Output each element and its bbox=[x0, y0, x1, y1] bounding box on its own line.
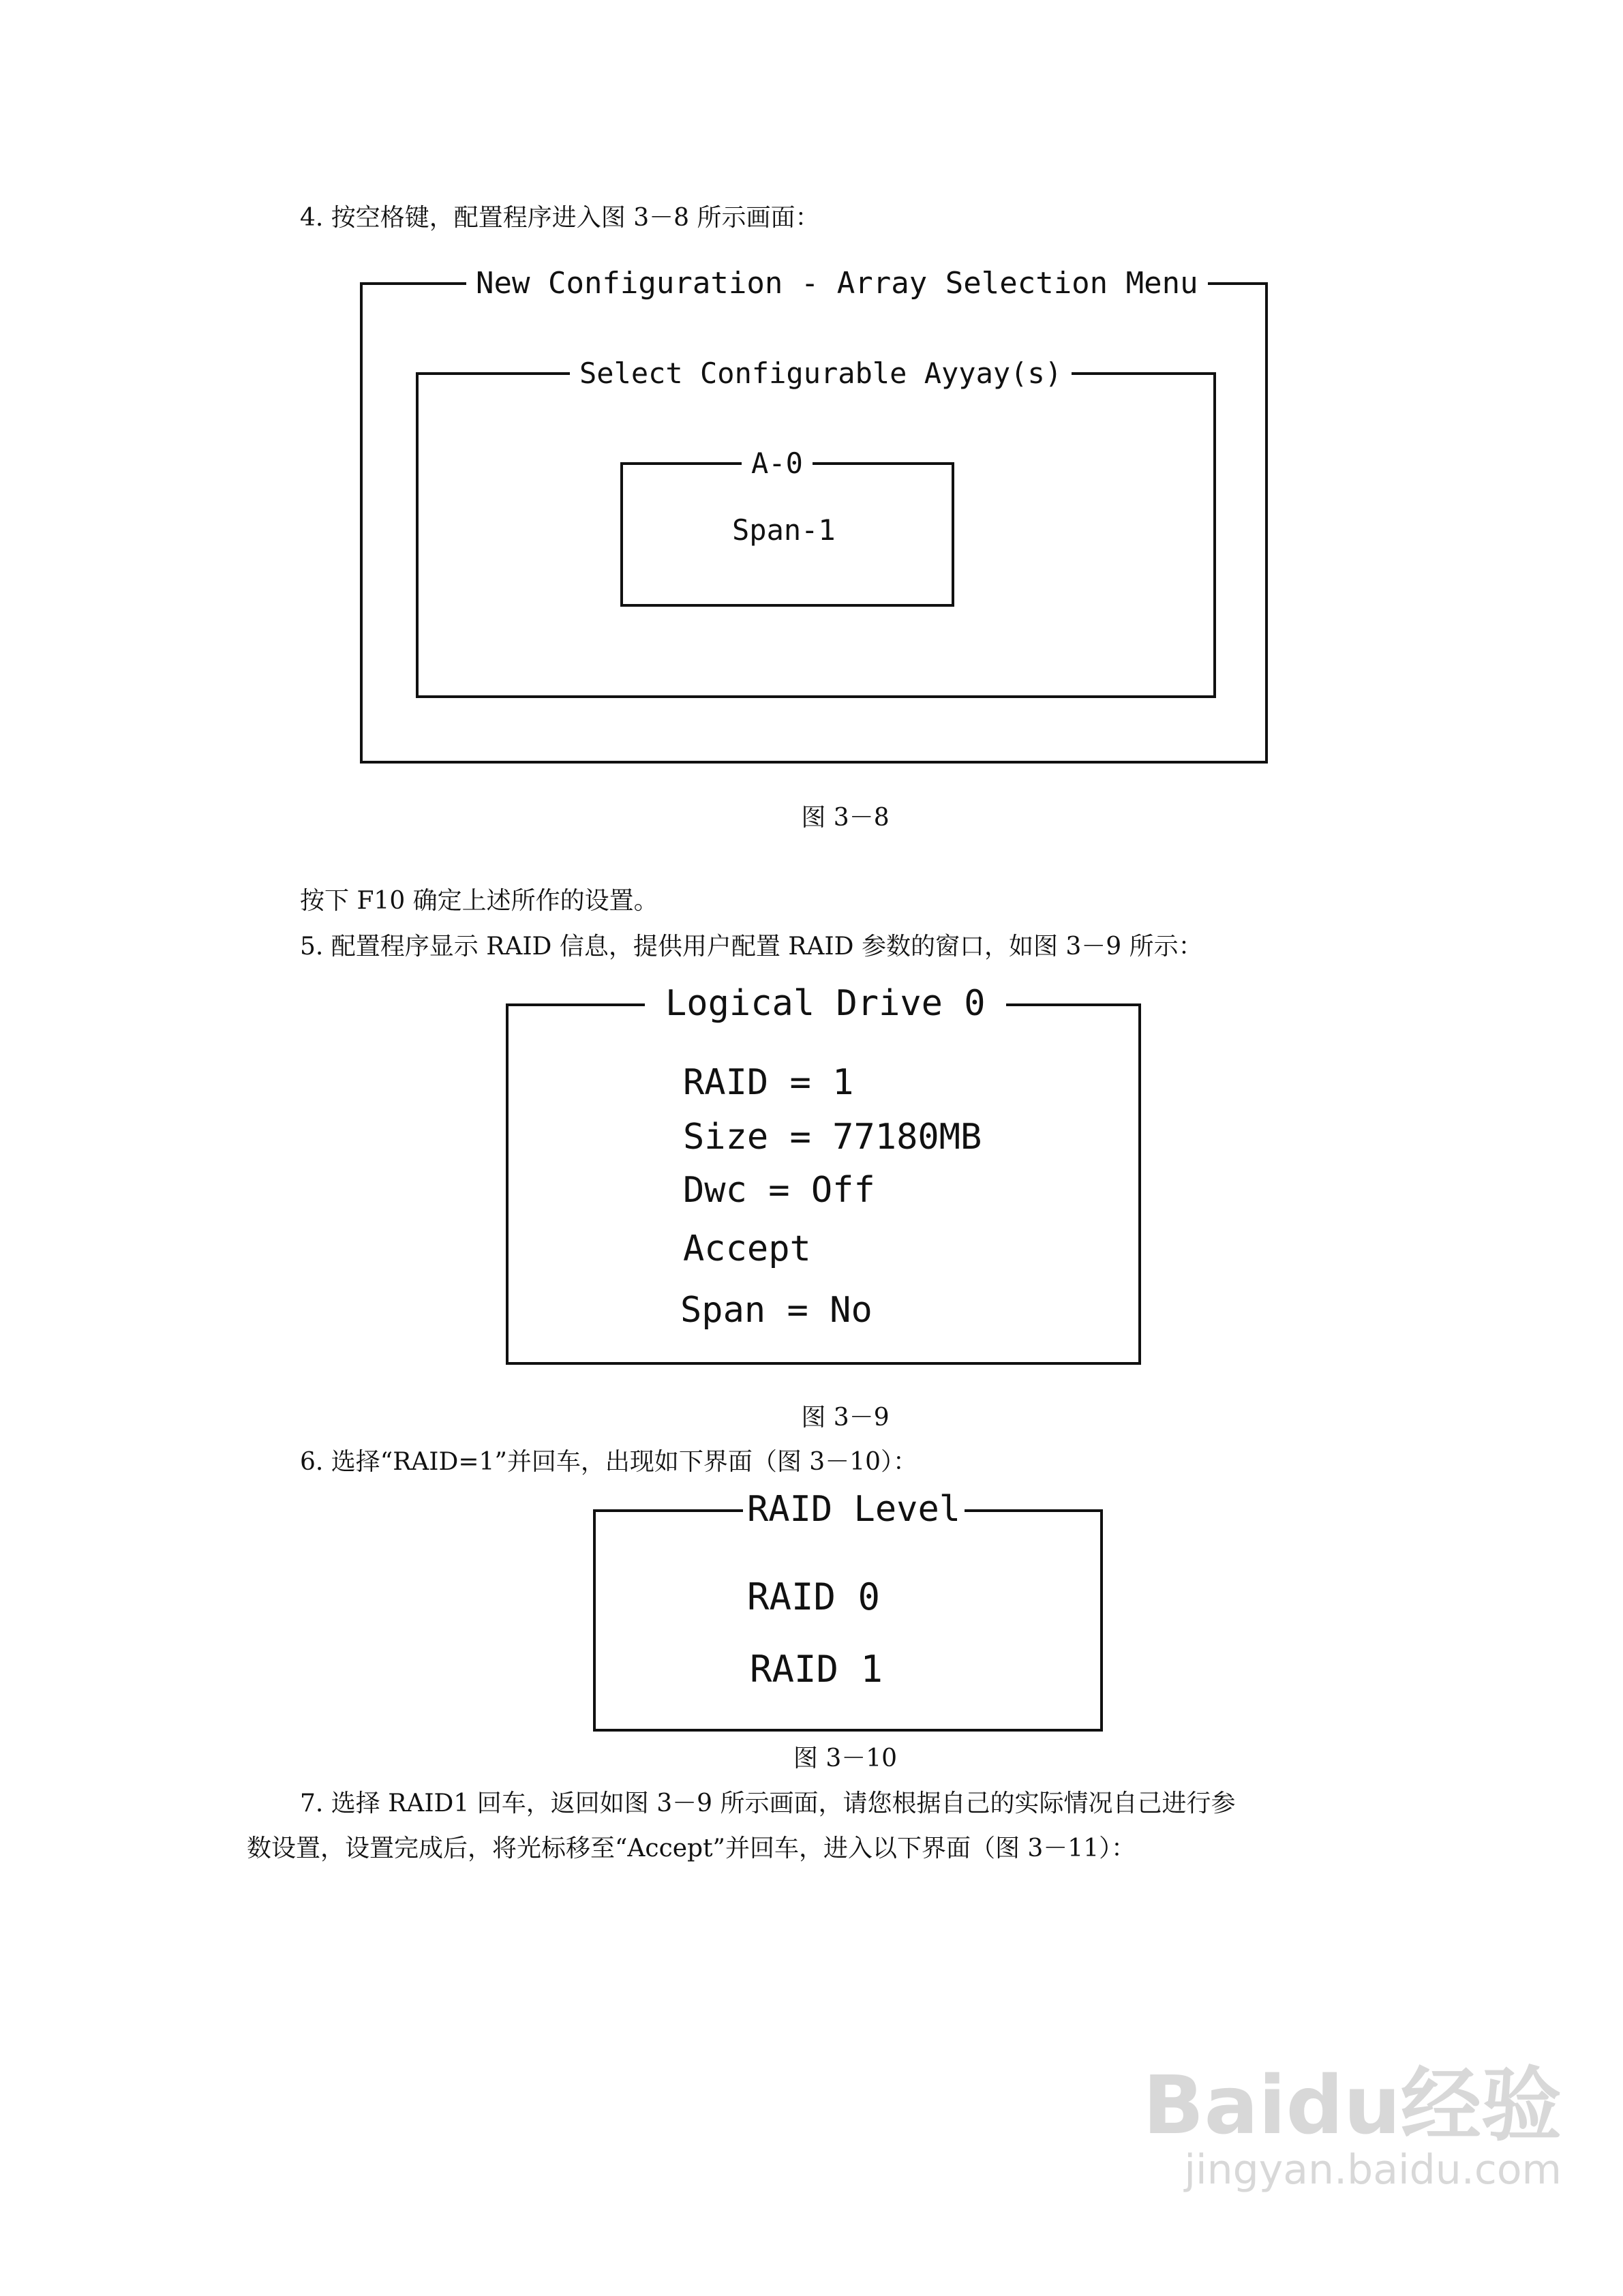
array-a0-label: A-0 bbox=[742, 444, 813, 483]
step-4-text: 4. 按空格键，配置程序进入图 3－8 所示画面： bbox=[300, 204, 820, 232]
figure-3-8-caption: 图 3－8 bbox=[801, 804, 890, 832]
raid-0-option[interactable]: RAID 0 bbox=[747, 1575, 881, 1618]
step-5-text: 5. 配置程序显示 RAID 信息，提供用户配置 RAID 参数的窗口，如图 3－9 所示： bbox=[300, 933, 1203, 961]
figure-3-9-caption: 图 3－9 bbox=[801, 1404, 890, 1432]
baidu-jingyan-watermark bbox=[1142, 2058, 1562, 2194]
raid-1-option[interactable]: RAID 1 bbox=[750, 1648, 883, 1691]
size-option[interactable]: Size = 77180MB bbox=[683, 1117, 982, 1158]
step-7-line-2: 数设置，设置完成后，将光标移至“Accept”并回车，进入以下界面（图 3－11）： bbox=[247, 1834, 1136, 1862]
array-selection-menu-title: New Configuration - Array Selection Menu bbox=[466, 265, 1208, 303]
figure-3-10-caption: 图 3－10 bbox=[793, 1744, 898, 1772]
array-a0-box[interactable] bbox=[620, 447, 954, 607]
step-7-line-1: 7. 选择 RAID1 回车，返回如图 3－9 所示画面，请您根据自己的实际情况自己进行参 bbox=[300, 1789, 1236, 1817]
span-1-item[interactable]: Span-1 bbox=[732, 513, 836, 547]
raid-level-title: RAID Level bbox=[743, 1487, 965, 1531]
watermark-brand: Baidu经验 bbox=[1142, 2058, 1562, 2152]
configurable-arrays-title: Select Configurable Ayyay(s) bbox=[570, 354, 1072, 393]
step-6-text: 6. 选择“RAID=1”并回车，出现如下界面（图 3－10）： bbox=[300, 1448, 918, 1476]
span-option[interactable]: Span = No bbox=[680, 1290, 873, 1331]
watermark-url: jingyan.baidu.com bbox=[1184, 2146, 1562, 2194]
logical-drive-title: Logical Drive 0 bbox=[645, 982, 1006, 1025]
dwc-option[interactable]: Dwc = Off bbox=[683, 1170, 875, 1211]
raid-level-option[interactable]: RAID = 1 bbox=[683, 1062, 854, 1103]
accept-option[interactable]: Accept bbox=[683, 1228, 811, 1269]
f10-note-text: 按下 F10 确定上述所作的设置。 bbox=[300, 887, 658, 915]
logical-drive-window bbox=[506, 983, 1141, 1365]
raid-level-window bbox=[593, 1489, 1103, 1732]
